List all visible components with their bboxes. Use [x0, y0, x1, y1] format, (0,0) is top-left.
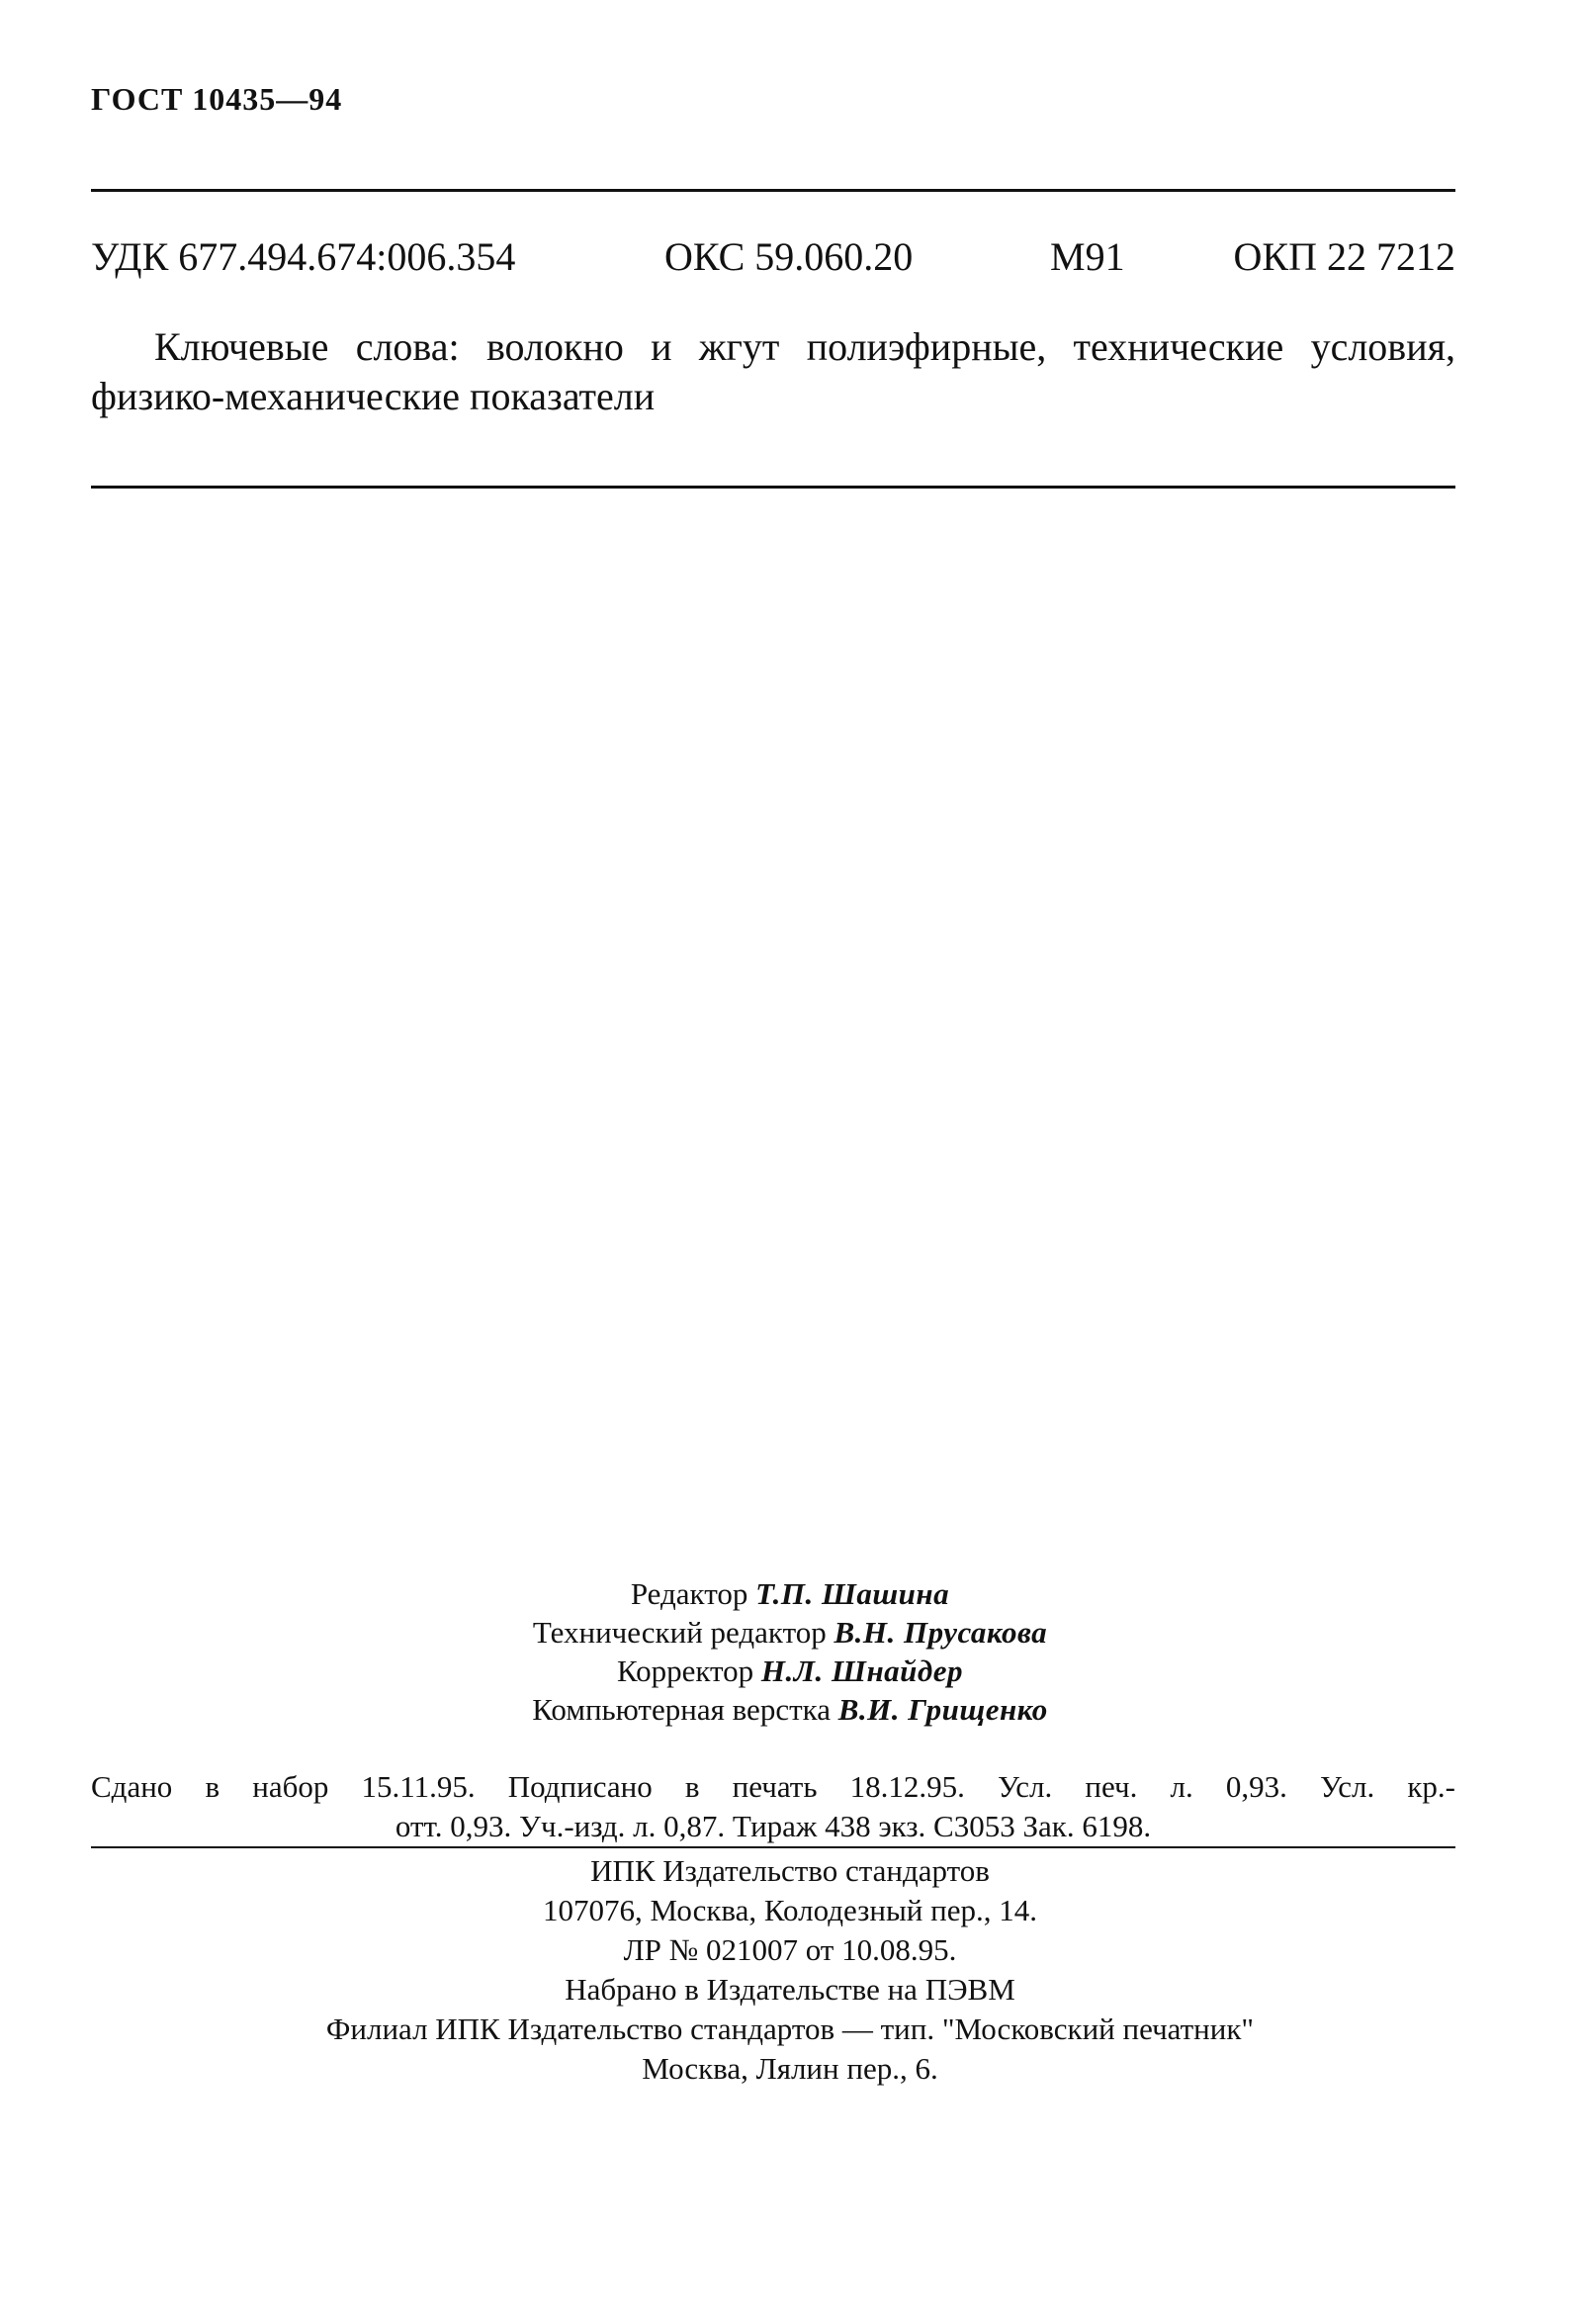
printing-branch: Филиал ИПК Издательство стандартов — тип. "Московский печатник" [325, 2011, 1255, 2046]
layout-role: Компьютерная верстка [532, 1692, 831, 1727]
publication-line-1: Сдано в набор 15.11.95. Подписано в печать 18.12.95. Усл. печ. л. 0,93. Усл. кр.- [91, 1769, 1455, 1804]
layout-name: В.И. Грищенко [837, 1692, 1048, 1727]
corrector-name: Н.Л. Шнайдер [760, 1654, 964, 1688]
imprint-divider [91, 1846, 1455, 1848]
publisher-address: 107076, Москва, Колодезный пер., 14. [543, 1893, 1037, 1927]
tech-editor-line [0, 1613, 1580, 1652]
license-number: ЛР № 021007 от 10.08.95. [623, 1932, 957, 1967]
imprint-block [0, 1851, 1580, 2089]
corrector-role: Корректор [616, 1654, 754, 1688]
keywords-paragraph: Ключевые слова: волокно и жгут полиэфирные, технические условия, физико-механические показатели [91, 324, 1455, 418]
editor-line [0, 1574, 1580, 1613]
standard-number: ГОСТ 10435—94 [91, 81, 343, 117]
tech-editor-name: В.Н. Прусакова [834, 1615, 1048, 1650]
editor-name: Т.П. Шашина [755, 1576, 950, 1611]
layout-line [0, 1690, 1580, 1729]
top-divider [91, 189, 1455, 192]
branch-address: Москва, Лялин пер., 6. [642, 2051, 938, 2086]
credits-block [0, 1574, 1580, 1729]
typeset-note: Набрано в Издательстве на ПЭВМ [565, 1972, 1015, 2007]
keywords-divider [91, 486, 1455, 489]
publication-info [91, 1767, 1455, 1846]
oks-code: ОКС 59.060.20 [664, 234, 914, 279]
publisher-name: ИПК Издательство стандартов [590, 1853, 990, 1888]
publication-line-2: отт. 0,93. Уч.-изд. л. 0,87. Тираж 438 экз. С3053 Зак. 6198. [395, 1809, 1152, 1843]
editor-role: Редактор [630, 1576, 748, 1611]
okp-code: ОКП 22 7212 [1233, 234, 1455, 279]
tech-editor-role: Технический редактор [532, 1615, 827, 1650]
udk-code: УДК 677.494.674:006.354 [91, 234, 516, 279]
m-code: М91 [1050, 234, 1125, 279]
corrector-line [0, 1652, 1580, 1690]
